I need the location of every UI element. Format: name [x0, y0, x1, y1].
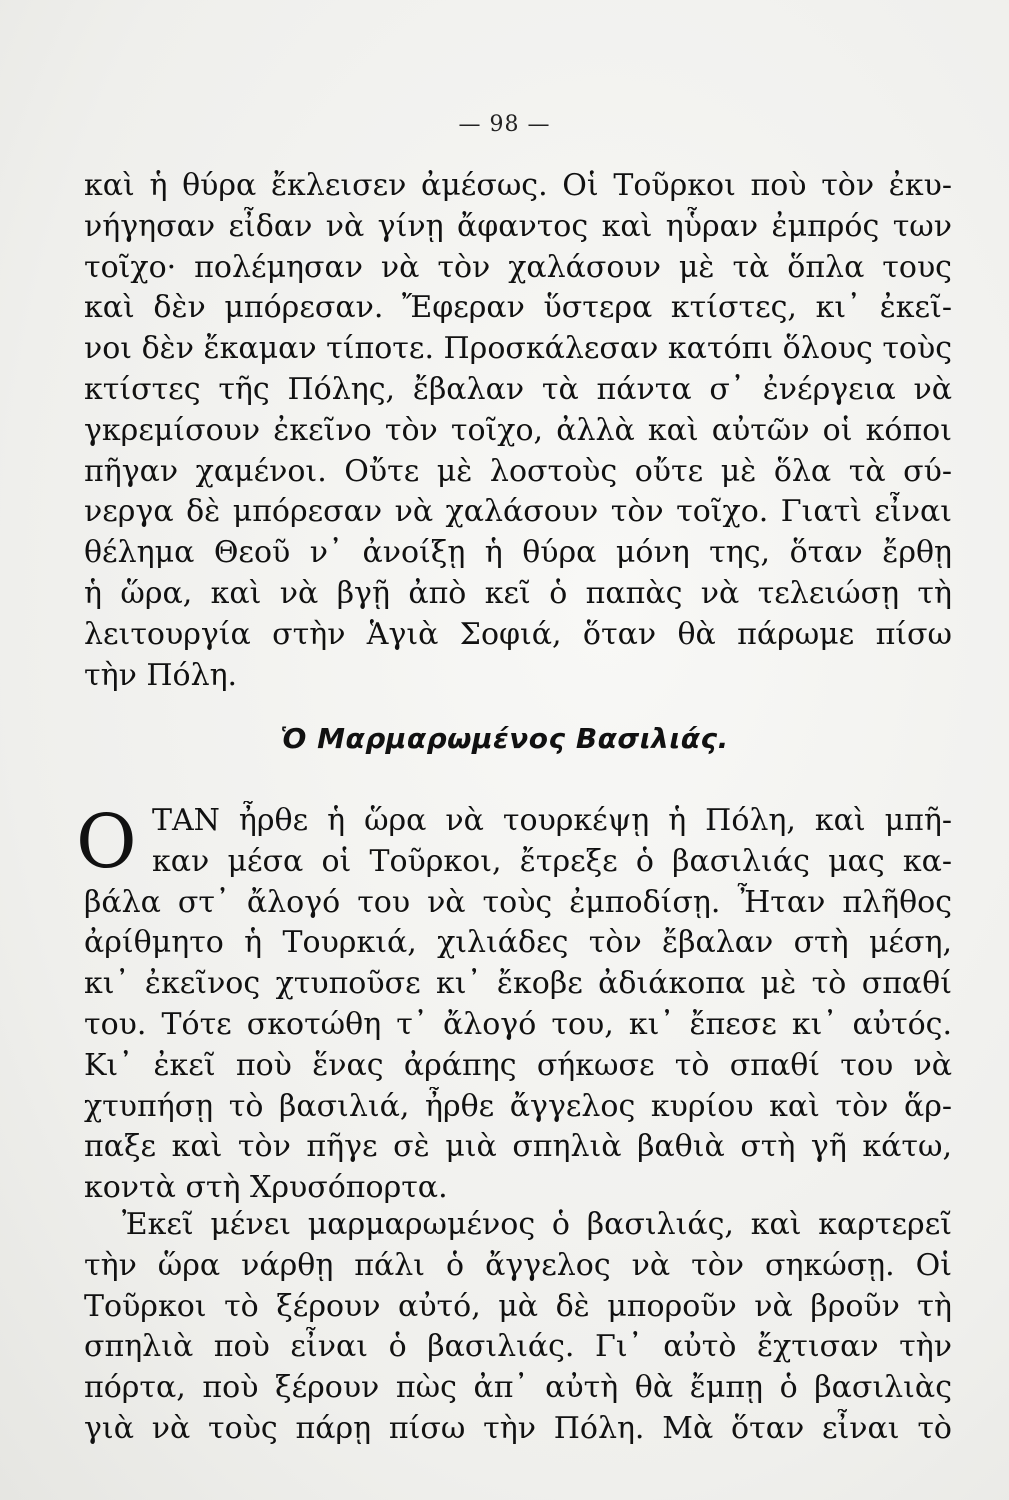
text-line: πῆγαν χαμένοι. Οὔτε μὲ λοστοὺς οὔτε μὲ ὅλα τὰ σύ-: [84, 453, 952, 489]
text-line: γκρεμίσουν ἐκεῖνο τὸν τοῖχο, ἀλλὰ καὶ αὐτῶν οἱ κόποι: [84, 412, 952, 448]
text-line: Κι᾽ ἐκεῖ ποὺ ἕνας ἀράπης σήκωσε τὸ σπαθί του νὰ: [84, 1047, 952, 1083]
text-line: τὴν Πόλη.: [84, 657, 238, 693]
text-line: του. Τότε σκοτώθη τ᾽ ἄλογό του, κι᾽ ἔπεσε κι᾽ αὐτός.: [84, 1006, 952, 1042]
text-line: γιὰ νὰ τοὺς πάρῃ πίσω τὴν Πόλη. Μὰ ὅταν εἶναι τὸ: [84, 1410, 952, 1446]
page-number: — 98 —: [458, 112, 551, 137]
text-line: νοι δὲν ἔκαμαν τίποτε. Προσκάλεσαν κατόπι ὅλους τοὺς: [84, 331, 952, 367]
text-line: σπηλιὰ ποὺ εἶναι ὁ βασιλιάς. Γι᾽ αὐτὸ ἔχτισαν τὴν: [84, 1329, 952, 1365]
text-line: ἀρίθμητο ἡ Τουρκιά, χιλιάδες τὸν ἔβαλαν στὴ μέση,: [84, 925, 952, 961]
text-line: νήγησαν εἶδαν νὰ γίνῃ ἄφαντος καὶ ηὗραν ἐμπρός των: [84, 208, 952, 244]
text-line: παξε καὶ τὸν πῆγε σὲ μιὰ σπηλιὰ βαθιὰ στὴ γῆ κάτω,: [84, 1129, 952, 1165]
text-line: θέλημα Θεοῦ ν᾽ ἀνοίξῃ ἡ θύρα μόνη της, ὅταν ἔρθῃ: [84, 535, 952, 571]
text-line: τὴν ὥρα νάρθῃ πάλι ὁ ἄγγελος νὰ τὸν σηκώσῃ. Οἱ: [84, 1247, 952, 1283]
text-line: Ἐκεῖ μένει μαρμαρωμένος ὁ βασιλιάς, καὶ καρτερεῖ: [122, 1207, 952, 1242]
text-line: καὶ ἡ θύρα ἔκλεισεν ἀμέσως. Οἱ Τοῦρκοι ποὺ τὸν ἐκυ-: [84, 168, 952, 203]
text-line: χτυπήσῃ τὸ βασιλιά, ἦρθε ἄγγελος κυρίου καὶ τὸν ἅρ-: [84, 1088, 952, 1124]
text-line: ἡ ὥρα, καὶ νὰ βγῇ ἀπὸ κεῖ ὁ παπὰς νὰ τελειώσῃ τὴ: [84, 575, 952, 611]
text-line: καν μέσα οἱ Τοῦρκοι, ἔτρεξε ὁ βασιλιάς μας κα-: [152, 843, 952, 879]
text-line: πόρτα, ποὺ ξέρουν πὼς ἀπ᾽ αὐτὴ θὰ ἔμπῃ ὁ βασιλιὰς: [84, 1370, 952, 1406]
paragraph: [84, 1205, 952, 1450]
text-line: κοντὰ στὴ Χρυσόπορτα.: [84, 1170, 448, 1206]
text-line: κι᾽ ἐκεῖνος χτυποῦσε κι᾽ ἔκοβε ἀδιάκοπα μὲ τὸ σπαθί: [84, 966, 952, 1002]
text-line: Τοῦρκοι τὸ ξέρουν αὐτό, μὰ δὲ μποροῦν νὰ βροῦν τὴ: [84, 1288, 952, 1324]
text-line: νεργα δὲ μπόρεσαν νὰ χαλάσουν τὸν τοῖχο. Γιατὶ εἶναι: [84, 494, 952, 530]
text-line: τοῖχο· πολέμησαν νὰ τὸν χαλάσουν μὲ τὰ ὅπλα τους: [84, 249, 952, 285]
paragraph-opening: [76, 799, 952, 1209]
text-line: λειτουργία στὴν Ἁγιὰ Σοφιά, ὅταν θὰ πάρωμε πίσω: [84, 616, 952, 652]
text-line: κτίστες τῆς Πόλης, ἔβαλαν τὰ πάντα σ᾽ ἐνέργεια νὰ: [84, 371, 952, 407]
text-line: βάλα στ᾽ ἄλογό του νὰ τοὺς ἐμποδίσῃ. Ἦταν πλῆθος: [84, 884, 952, 920]
text-line: καὶ δὲν μπόρεσαν. Ἔφεραν ὕστερα κτίστες, κι᾽ ἐκεῖ-: [84, 290, 952, 326]
dropcap-row: [76, 799, 952, 885]
drop-cap: Ο: [76, 799, 137, 885]
text-line: ΤΑΝ ἦρθε ἡ ὥρα νὰ τουρκέψῃ ἡ Πόλη, καὶ μπῆ-: [152, 803, 952, 838]
paragraph-continued: [84, 166, 952, 696]
section-title: Ὁ Μαρμαρωμένος Βασιλιάς.: [280, 722, 729, 755]
